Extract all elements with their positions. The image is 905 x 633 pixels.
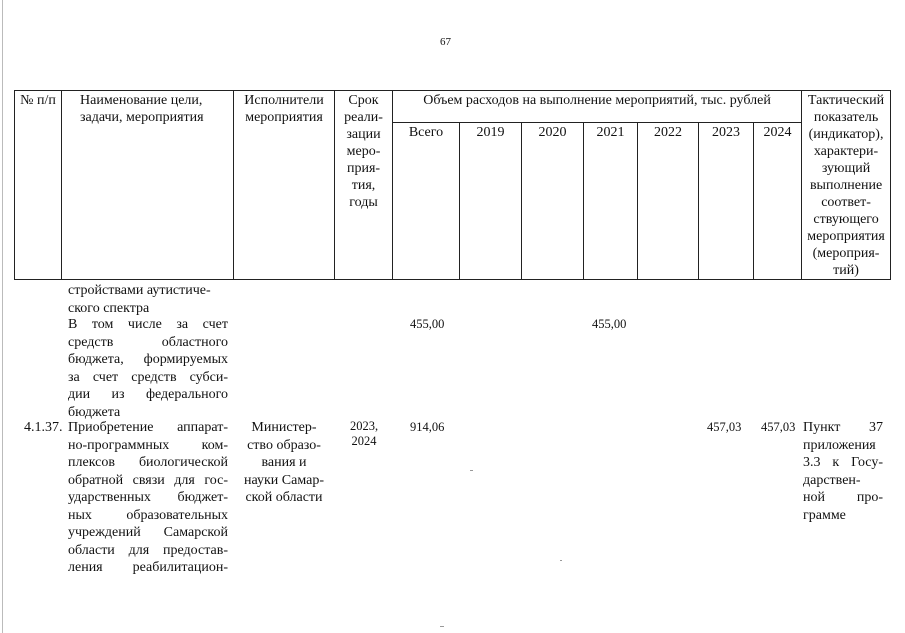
header-total: Всего (393, 123, 460, 280)
header-executors: Исполнители мероприятия (234, 91, 335, 280)
header-num: № п/п (15, 91, 62, 280)
row-executors: Министер- ство образо- вания и науки Самар- ской области (244, 420, 324, 505)
continued-text: стройствами аутистиче- ского спектра (68, 283, 211, 316)
header-year: 2023 (699, 123, 754, 280)
header-year: 2021 (584, 123, 638, 280)
header-table (14, 90, 891, 280)
page-number: 67 (440, 36, 451, 48)
scan-edge-line (2, 0, 3, 633)
header-year: 2022 (638, 123, 699, 280)
including-text: В том числе за счет средств областного бюджета, формируемых за счет средств субси- дии из федерального бюджета (68, 317, 228, 420)
header-year: 2019 (460, 123, 522, 280)
scan-speck (560, 560, 562, 561)
row-number: 4.1.37. (24, 420, 63, 435)
header-volume: Объем расходов на выполнение мероприятий, тыс. рублей (393, 91, 802, 123)
header-name: Наименование цели, задачи, мероприятия (62, 91, 234, 280)
row-2023: 457,03 (707, 420, 742, 434)
row-total: 914,06 (410, 420, 445, 434)
header-year: 2020 (522, 123, 584, 280)
row-term: 2023, 2024 (349, 419, 379, 448)
scan-speck (440, 626, 444, 627)
row-name: Приобретение аппарат- но-программных ком- плексов биологической обратной связи для гос- ударственных бюджет- ных образовательных учреждений Самарской области для предостав- ления реабилитацион- (68, 420, 228, 575)
header-indicator: Тактический показатель (индикатор), характери-зующий выполнение соответ-ствующего мероприятия (мероприя-тий) (802, 91, 891, 280)
including-total: 455,00 (410, 317, 445, 331)
header-term: Срок реали-зации меро-прия-тия, годы (335, 91, 393, 280)
row-indicator: Пункт 37 приложения 3.3 к Госу- дарствен- ной про- грамме (803, 420, 883, 523)
header-year: 2024 (754, 123, 802, 280)
scan-speck (470, 470, 473, 471)
including-2021: 455,00 (592, 317, 627, 331)
row-2024: 457,03 (761, 420, 796, 434)
